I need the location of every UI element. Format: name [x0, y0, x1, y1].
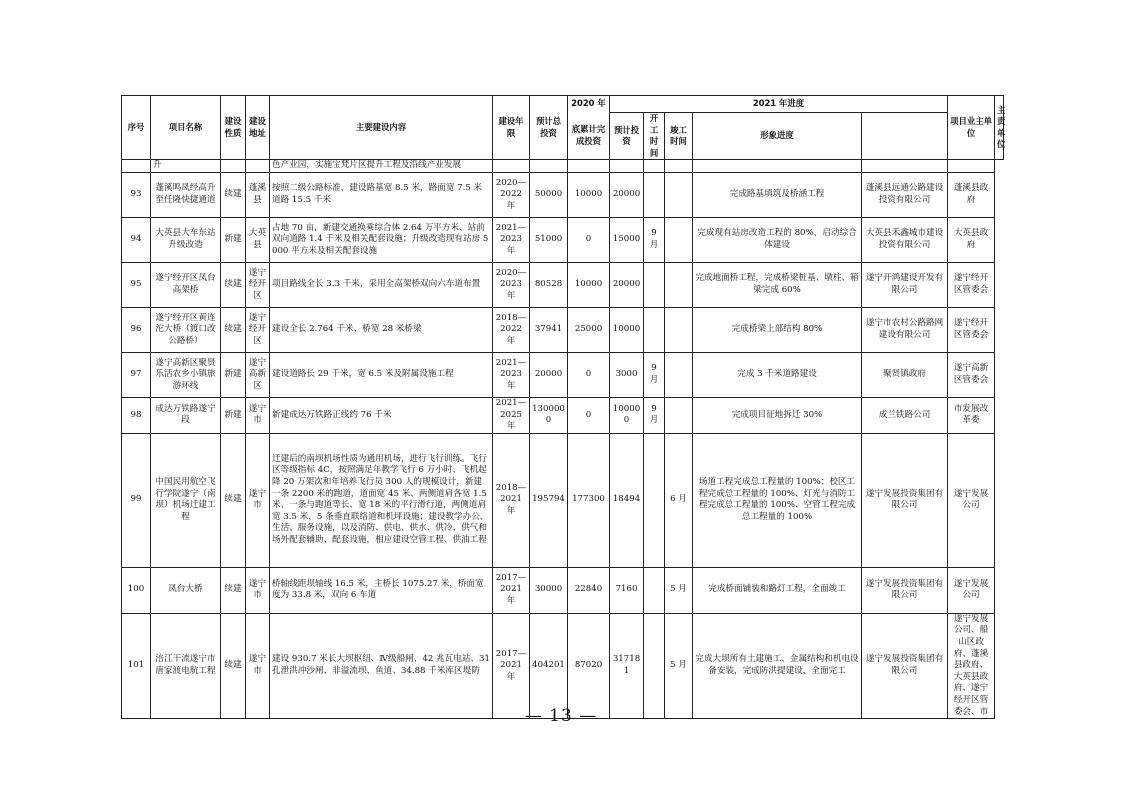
cell-cum2020: 0	[568, 217, 610, 262]
cell-content: 迁建后的南坝机场性质为通用机场，进行飞行训练。飞行区等级指标 4C，按照满足年教学飞行 6 万小时、飞机起降 20 万架次和年培养飞行员 300 人的规模设计，新建一条 2200 米的跑道，道面宽 45 米、两侧道肩各宽 1.5 米、一条与跑道等长、宽 18 米的平行滑行道，两侧道肩宽 3.5 米，5 条垂直联络道和机坪设施；建设教学办公、生活、服务设施，以及消防、供电、供水、供冷、供气和场外配套辅助、配套设施，相应建设空管工程、供油工程	[270, 433, 493, 567]
cell-start	[644, 307, 665, 352]
cell-cum2020: 25000	[568, 307, 610, 352]
cell-cum2020: 87020	[568, 613, 610, 718]
cell-seq: 95	[122, 262, 151, 307]
cell-resp: 遂宁发展公司	[948, 433, 995, 567]
cell-content: 桥轴线距坝轴线 16.5 米，主桥长 1075.27 米，桥面宽度为 33.8 米，双向 6 车道	[270, 567, 493, 613]
cell-seq: 98	[122, 397, 151, 433]
cell-start: 9 月	[644, 352, 665, 397]
cell-cum2020: 22840	[568, 567, 610, 613]
cell-progress: 完成项目征地拆迁 30%	[693, 397, 862, 433]
cell-cum2020: 10000	[568, 262, 610, 307]
continuation-row	[122, 160, 1004, 173]
header-owner: 项目业主单位	[948, 96, 995, 160]
cell-end	[665, 262, 693, 307]
header-period: 建设年限	[493, 96, 530, 160]
header-location: 建设地址	[246, 96, 270, 160]
cell-progress: 完成桥面铺装和路灯工程，全面竣工	[693, 567, 862, 613]
cell-nature: 新建	[221, 217, 246, 262]
cell-seq	[122, 160, 151, 173]
cell-location: 遂宁市	[246, 567, 270, 613]
cell-name: 凤台大桥	[151, 567, 221, 613]
cell-cum2020: 0	[568, 397, 610, 433]
cell-location: 蓬溪县	[246, 172, 270, 217]
cell-progress: 完成现有站房改造工程的 80%，启动综合体建设	[693, 217, 862, 262]
header-nature: 建设性质	[221, 96, 246, 160]
header-responsible: 主责单位	[995, 96, 1004, 160]
cell-seq: 96	[122, 307, 151, 352]
cell-content: 占地 70 亩，新建交通换乘综合体 2.64 万平方米、站前双向道路 1.4 千米及相关配套设施；升级改造现有站房 5000 平方米及相关配套设施	[270, 217, 493, 262]
table-row	[122, 397, 1004, 433]
cell-total: 20000	[530, 352, 568, 397]
header-seq: 序号	[122, 96, 151, 160]
cell-period: 2021—2025 年	[493, 397, 530, 433]
cell-total: 30000	[530, 567, 568, 613]
cell-nature: 续建	[221, 433, 246, 567]
cell-period	[493, 160, 530, 173]
cell-period: 2018—2021 年	[493, 433, 530, 567]
header-invest-2021: 预计投资	[610, 113, 644, 160]
table-row	[122, 613, 1004, 718]
cell-progress: 完成桥梁上部结构 80%	[693, 307, 862, 352]
cell-nature: 新建	[221, 397, 246, 433]
cell-progress: 场道工程完成总工程量的 100%；校区工程完成总工程量的 100%、灯光与消防工程完成总工程量的 100%、空管工程完成总工程量的 100%	[693, 433, 862, 567]
header-total-invest: 预计总投资	[530, 96, 568, 160]
table-row	[122, 262, 1004, 307]
cell-owner: 聚贤镇政府	[862, 352, 948, 397]
cell-name: 大英县大车东站升级改造	[151, 217, 221, 262]
header-end-time: 竣工时间	[665, 113, 693, 160]
table-row	[122, 307, 1004, 352]
cell-nature	[221, 160, 246, 173]
table-row	[122, 172, 1004, 217]
cell-inv2021	[610, 160, 644, 173]
cell-cum2020	[568, 160, 610, 173]
project-table	[121, 95, 1004, 719]
cell-location: 遂宁市	[246, 613, 270, 718]
cell-content: 新建成达万铁路正线约 76 千米	[270, 397, 493, 433]
cell-nature: 续建	[221, 172, 246, 217]
cell-inv2021: 20000	[610, 262, 644, 307]
header-name: 项目名称	[151, 96, 221, 160]
cell-content: 建设全长 2.764 千米、桥宽 28 米桥梁	[270, 307, 493, 352]
header-start-time: 开工时间	[644, 113, 665, 160]
cell-name: 遂宁经开区黄连沱大桥（渡口改公路桥）	[151, 307, 221, 352]
table-row	[122, 217, 1004, 262]
cell-total: 404201	[530, 613, 568, 718]
cell-seq: 100	[122, 567, 151, 613]
cell-resp	[948, 160, 995, 173]
cell-content: 色产业园，实施宝梵片区提升工程及沿线产业发展	[270, 160, 493, 173]
cell-resp: 遂宁发展公司、船山区政府、蓬溪县政府、大英县政府、遂宁经开区管委会、市	[948, 613, 995, 718]
cell-inv2021: 15000	[610, 217, 644, 262]
cell-period: 2017—2021 年	[493, 567, 530, 613]
cell-progress: 完成地面桥工程，完成桥梁桩基、墩柱、箱梁完成 60%	[693, 262, 862, 307]
cell-seq: 97	[122, 352, 151, 397]
cell-nature: 续建	[221, 613, 246, 718]
cell-seq: 93	[122, 172, 151, 217]
cell-name: 遂宁高新区聚贤乐活农乡小镇旅游环线	[151, 352, 221, 397]
cell-total: 1300000	[530, 397, 568, 433]
cell-resp: 遂宁高新区管委会	[948, 352, 995, 397]
cell-start: 9 月	[644, 217, 665, 262]
cell-start	[644, 567, 665, 613]
cell-cum2020: 177300	[568, 433, 610, 567]
cell-nature: 续建	[221, 262, 246, 307]
cell-resp: 蓬溪县政府	[948, 172, 995, 217]
cell-end	[665, 160, 693, 173]
cell-period: 2021—2023 年	[493, 217, 530, 262]
cell-period: 2021—2023 年	[493, 352, 530, 397]
cell-period: 2017—2021 年	[493, 613, 530, 718]
cell-content: 建设 930.7 米长大坝枢纽、Ⅳ级船闸、42 兆瓦电站、31 孔泄洪冲沙闸、非溢流坝、鱼道、34.88 千米库区堤防	[270, 613, 493, 718]
cell-seq: 101	[122, 613, 151, 718]
cell-end: 5 月	[665, 567, 693, 613]
cell-total: 37941	[530, 307, 568, 352]
cell-progress: 完成路基填筑及桥涵工程	[693, 172, 862, 217]
table-row	[122, 567, 1004, 613]
cell-total: 80528	[530, 262, 568, 307]
cell-content: 项目路线全长 3.3 千米，采用全高架桥双向六车道布置	[270, 262, 493, 307]
cell-name: 涪江干流遂宁市唐家渡电航工程	[151, 613, 221, 718]
cell-owner: 遂宁发展投资集团有限公司	[862, 613, 948, 718]
cell-resp: 遂宁经开区管委会	[948, 262, 995, 307]
cell-end: 6 月	[665, 433, 693, 567]
cell-owner: 蓬溪县远通公路建设投资有限公司	[862, 172, 948, 217]
cell-location: 遂宁经开区	[246, 307, 270, 352]
cell-location: 遂宁高新区	[246, 352, 270, 397]
cell-cum2020: 0	[568, 352, 610, 397]
cell-inv2021: 3000	[610, 352, 644, 397]
table-row	[122, 352, 1004, 397]
cell-name: 中国民用航空飞行学院遂宁（南坝）机场迁建工程	[151, 433, 221, 567]
cell-owner	[862, 160, 948, 173]
cell-owner: 成兰铁路公司	[862, 397, 948, 433]
cell-end	[665, 307, 693, 352]
cell-start	[644, 433, 665, 567]
cell-progress	[693, 160, 862, 173]
cell-resp: 市发展改革委	[948, 397, 995, 433]
cell-name: 成达万铁路遂宁段	[151, 397, 221, 433]
cell-inv2021: 317181	[610, 613, 644, 718]
cell-resp: 大英县政府	[948, 217, 995, 262]
page-number: — 13 —	[524, 706, 598, 726]
cell-inv2021: 20000	[610, 172, 644, 217]
cell-nature: 续建	[221, 307, 246, 352]
cell-total: 51000	[530, 217, 568, 262]
cell-location: 遂宁市	[246, 433, 270, 567]
cell-name: 遂宁经开区凤台高架桥	[151, 262, 221, 307]
cell-period: 2018—2022 年	[493, 307, 530, 352]
cell-content: 按照二级公路标准，建设路基宽 8.5 米，路面宽 7.5 米道路 15.5 千米	[270, 172, 493, 217]
cell-location: 大英县	[246, 217, 270, 262]
cell-nature: 续建	[221, 567, 246, 613]
header-content: 主要建设内容	[270, 96, 493, 160]
cell-end	[665, 172, 693, 217]
cell-owner: 大英县禾鑫城市建设投资有限公司	[862, 217, 948, 262]
cell-seq: 99	[122, 433, 151, 567]
cell-start	[644, 172, 665, 217]
cell-cum2020: 10000	[568, 172, 610, 217]
cell-inv2021: 100000	[610, 397, 644, 433]
cell-name: 蓬溪鸣凤经高升至任隆快捷通道	[151, 172, 221, 217]
cell-progress: 完成 3 千米道路建设	[693, 352, 862, 397]
cell-end: 5 月	[665, 613, 693, 718]
cell-total	[530, 160, 568, 173]
cell-inv2021: 18494	[610, 433, 644, 567]
header-image-progress: 形象进度	[693, 113, 862, 160]
cell-content: 建设道路长 29 千米，宽 6.5 米及附属设施工程	[270, 352, 493, 397]
cell-period: 2020—2022 年	[493, 172, 530, 217]
cell-start	[644, 262, 665, 307]
cell-seq: 94	[122, 217, 151, 262]
cell-end	[665, 397, 693, 433]
cell-start	[644, 613, 665, 718]
cell-period: 2020—2023 年	[493, 262, 530, 307]
cell-owner: 遂宁发展投资集团有限公司	[862, 433, 948, 567]
cell-location: 遂宁市	[246, 397, 270, 433]
cell-name: 升	[151, 160, 221, 173]
cell-end	[665, 352, 693, 397]
cell-owner: 遂宁发展投资集团有限公司	[862, 567, 948, 613]
cell-start	[644, 160, 665, 173]
table-row	[122, 433, 1004, 567]
cell-nature: 新建	[221, 352, 246, 397]
cell-start: 9 月	[644, 397, 665, 433]
cell-total: 50000	[530, 172, 568, 217]
header-cumulative-2020-year: 2020 年	[568, 96, 610, 113]
cell-inv2021: 7160	[610, 567, 644, 613]
cell-owner: 遂宁开鸿建设开发有限公司	[862, 262, 948, 307]
cell-location: 遂宁经开区	[246, 262, 270, 307]
cell-progress: 完成大坝所有土建施工、金属结构和机电设备安装，完成防洪提建设，全面完工	[693, 613, 862, 718]
cell-owner: 遂宁市农村公路路网建设有限公司	[862, 307, 948, 352]
cell-resp: 遂宁发展公司	[948, 567, 995, 613]
cell-location	[246, 160, 270, 173]
cell-total: 195794	[530, 433, 568, 567]
cell-inv2021: 10000	[610, 307, 644, 352]
cell-resp: 遂宁经开区管委会	[948, 307, 995, 352]
header-progress-2021: 2021 年进度	[610, 96, 948, 113]
cell-end	[665, 217, 693, 262]
header-cumulative-2020: 底累计完成投资	[568, 113, 610, 160]
